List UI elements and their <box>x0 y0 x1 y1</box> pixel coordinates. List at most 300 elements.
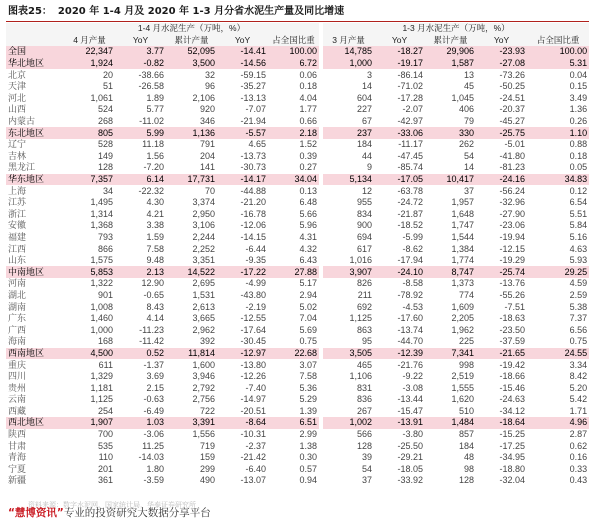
table-cell: 793 <box>97 231 113 242</box>
table-cell: -86.14 <box>397 69 424 80</box>
table-cell: -22.32 <box>138 185 164 196</box>
table-cell: 0.12 <box>569 185 588 196</box>
table-cell: 7.58 <box>299 371 318 382</box>
row-name: 河北 <box>8 92 27 103</box>
table-cell: 1,384 <box>451 243 475 254</box>
table-cell: -43.80 <box>240 289 266 300</box>
table-cell: 6.54 <box>569 197 588 208</box>
table-cell: 1,136 <box>166 127 217 139</box>
table-cell: 1.59 <box>146 231 164 242</box>
table-cell: -12.97 <box>217 348 268 360</box>
table-cell: 128 <box>97 162 113 173</box>
table-cell: -25.74 <box>476 266 527 278</box>
table-cell: 32 <box>204 69 215 80</box>
table-cell: 490 <box>199 475 215 486</box>
table-cell: -17.60 <box>397 313 424 324</box>
table-cell: 1,045 <box>451 92 475 103</box>
table-cell: -59.15 <box>240 69 266 80</box>
table-cell: 168 <box>97 336 113 347</box>
table-cell: 920 <box>199 104 215 115</box>
table-cell: 3.38 <box>146 220 164 231</box>
region-total-row <box>6 58 589 70</box>
table-cell: 1,002 <box>323 417 374 429</box>
table-cell: 3.07 <box>299 359 318 370</box>
table-cell: 2,613 <box>192 301 215 312</box>
province-row <box>6 255 589 267</box>
table-cell: -18.66 <box>499 371 526 382</box>
column-header: 4 月产量 <box>64 35 115 47</box>
row-name: 湖北 <box>8 289 27 300</box>
table-cell: -17.28 <box>397 92 424 103</box>
province-row <box>6 440 589 452</box>
table-cell: 3,505 <box>323 348 374 360</box>
table-cell: 7.37 <box>569 313 588 324</box>
corner-cell <box>6 23 64 35</box>
table-cell: 1,322 <box>90 278 113 289</box>
table-cell: 7,357 <box>64 174 115 186</box>
table-cell: 0.30 <box>299 452 318 463</box>
row-name: 华东地区 <box>6 174 64 186</box>
table-cell: 37 <box>464 185 475 196</box>
table-cell: 834 <box>357 208 373 219</box>
table-cell: 1.10 <box>527 127 589 139</box>
table-cell: 34.04 <box>268 174 319 186</box>
table-cell: 27.88 <box>268 266 319 278</box>
table-cell: 998 <box>459 359 475 370</box>
table-cell: 39 <box>362 452 373 463</box>
table-cell: 110 <box>98 452 113 463</box>
table-cell: 0.18 <box>569 150 588 161</box>
group-header-1-4: 1-4 月水泥生产（万吨，%） <box>64 23 319 35</box>
table-cell: 10,417 <box>425 174 476 186</box>
table-cell: -45.27 <box>499 116 526 127</box>
table-cell: 5.38 <box>569 301 588 312</box>
row-name: 中南地区 <box>6 266 64 278</box>
table-cell: 2,106 <box>192 92 215 103</box>
table-cell: -17.64 <box>240 324 266 335</box>
table-cell: -21.42 <box>240 452 266 463</box>
table-cell: -13.73 <box>240 150 266 161</box>
table-cell: 0.16 <box>569 452 588 463</box>
column-header: YoY <box>217 35 268 47</box>
table-cell: 465 <box>357 359 373 370</box>
table-cell: 5.31 <box>527 58 589 70</box>
table-cell: 4.63 <box>569 243 588 254</box>
table-cell: 1,600 <box>192 359 215 370</box>
watermark-footer <box>8 505 211 521</box>
column-header-row <box>6 35 589 47</box>
table-cell: -19.17 <box>374 58 425 70</box>
table-cell: -6.44 <box>245 243 266 254</box>
province-row <box>6 243 589 255</box>
table-cell: 2,950 <box>192 208 215 219</box>
table-cell: -47.45 <box>397 150 424 161</box>
table-cell: -17.05 <box>374 174 425 186</box>
row-name: 广东 <box>8 313 27 324</box>
province-row <box>6 139 589 151</box>
table-cell: 254 <box>97 405 113 416</box>
table-cell: 4.14 <box>146 313 164 324</box>
table-cell: 692 <box>357 301 373 312</box>
table-cell: 694 <box>357 231 373 242</box>
table-cell: 5.96 <box>299 220 318 231</box>
table-cell: 7.04 <box>299 313 318 324</box>
table-cell: 14,785 <box>323 46 374 58</box>
row-name: 贵州 <box>8 382 27 393</box>
table-cell: 611 <box>98 359 113 370</box>
table-cell: 863 <box>357 324 373 335</box>
region-total-row <box>6 266 589 278</box>
table-cell: -13.13 <box>240 92 266 103</box>
table-cell: 1,587 <box>425 58 476 70</box>
table-cell: 524 <box>97 104 113 115</box>
table-cell: -17.94 <box>397 255 424 266</box>
table-cell: 34.83 <box>527 174 589 186</box>
table-cell: -1.37 <box>143 359 164 370</box>
figure-title: 2020 年 1-4 月及 2020 年 1-3 月分省水泥生产量及同比增速 <box>57 6 345 17</box>
table-cell: 37 <box>362 475 373 486</box>
table-cell: 0.94 <box>299 475 318 486</box>
table-cell: 392 <box>199 336 215 347</box>
table-cell: 5.17 <box>299 278 318 289</box>
table-cell: 1,000 <box>90 324 113 335</box>
table-cell: 5.42 <box>569 394 588 405</box>
table-cell: 719 <box>199 440 215 451</box>
table-cell: -20.51 <box>240 405 266 416</box>
corner-cell <box>6 35 64 47</box>
table-cell: 96 <box>204 81 215 92</box>
brand-name: “慧博资讯” <box>8 507 64 519</box>
table-cell: -0.65 <box>143 289 164 300</box>
table-cell: 6.51 <box>268 417 319 429</box>
table-cell: 17,731 <box>166 174 217 186</box>
table-cell: 11.18 <box>142 139 164 150</box>
row-name: 宁夏 <box>8 463 27 474</box>
table-cell: 2.18 <box>268 127 319 139</box>
table-cell: -18.64 <box>476 417 527 429</box>
table-cell: 0.05 <box>569 162 588 173</box>
table-cell: 0.75 <box>569 336 588 347</box>
table-cell: -34.95 <box>499 452 526 463</box>
row-name: 重庆 <box>8 359 27 370</box>
table-cell: 29.25 <box>527 266 589 278</box>
table-cell: -13.76 <box>499 278 526 289</box>
table-cell: 5.77 <box>146 104 164 115</box>
table-cell: 791 <box>199 139 215 150</box>
table-cell: -12.26 <box>240 371 266 382</box>
table-cell: -12.39 <box>374 348 425 360</box>
table-cell: 1,957 <box>451 197 475 208</box>
table-cell: -5.01 <box>504 139 526 150</box>
table-cell: -33.92 <box>397 475 424 486</box>
table-cell: 0.88 <box>569 139 588 150</box>
table-cell: 4,500 <box>64 348 115 360</box>
table-cell: 831 <box>357 382 373 393</box>
table-cell: 2.59 <box>569 289 588 300</box>
table-cell: 2.99 <box>299 429 318 440</box>
table-cell: -23.93 <box>476 46 527 58</box>
table-cell: -30.73 <box>240 162 266 173</box>
table-cell: 5,134 <box>323 174 374 186</box>
table-cell: 3,106 <box>192 220 215 231</box>
table-cell: -5.99 <box>402 231 424 242</box>
table-cell: -7.40 <box>245 382 266 393</box>
column-header: 占全国比重 <box>527 35 589 47</box>
table-cell: 617 <box>357 243 373 254</box>
province-row <box>6 371 589 383</box>
table-cell: 5.36 <box>299 382 318 393</box>
table-cell: -14.15 <box>240 231 266 242</box>
table-cell: -17.22 <box>217 266 268 278</box>
footer-tagline: 专业的投资研究大数据分享平台 <box>63 507 211 519</box>
table-cell: -13.44 <box>397 394 424 405</box>
table-cell: 24.55 <box>527 348 589 360</box>
table-cell: -34.12 <box>499 405 526 416</box>
table-cell: -21.76 <box>397 359 424 370</box>
table-cell: 1,924 <box>64 58 115 70</box>
table-cell: 45 <box>464 81 475 92</box>
table-cell: -85.74 <box>397 162 424 173</box>
table-cell: 3,665 <box>192 313 215 324</box>
table-cell: -7.20 <box>143 162 164 173</box>
table-cell: -13.80 <box>240 359 266 370</box>
table-cell: -50.25 <box>499 81 526 92</box>
table-cell: -32.96 <box>499 197 526 208</box>
table-cell: -38.66 <box>138 69 164 80</box>
table-cell: 1,609 <box>451 301 475 312</box>
table-cell: 6.14 <box>115 174 166 186</box>
table-cell: 262 <box>459 139 475 150</box>
source-note: 资料来源：数字水泥网，国家统计局，华泰证券研究所 <box>28 501 196 509</box>
table-cell: 67 <box>362 116 373 127</box>
table-cell: 2,756 <box>192 394 215 405</box>
table-cell: 211 <box>357 289 373 300</box>
table-cell: -12.55 <box>240 313 266 324</box>
table-cell: 3,946 <box>192 371 215 382</box>
table-cell: 1.36 <box>569 104 588 115</box>
table-cell: 361 <box>97 475 113 486</box>
table-cell: -2.37 <box>245 440 266 451</box>
table-cell: -73.26 <box>499 69 526 80</box>
table-cell: 1,125 <box>349 313 373 324</box>
province-row <box>6 232 589 244</box>
table-cell: 1.38 <box>299 440 318 451</box>
table-cell: -21.20 <box>240 197 266 208</box>
table-cell: 9 <box>367 162 373 173</box>
table-cell: 5.69 <box>299 324 318 335</box>
table-cell: 184 <box>357 139 373 150</box>
table-cell: -27.08 <box>476 58 527 70</box>
column-header: 累计产量 <box>166 35 217 47</box>
table-cell: 48 <box>464 452 475 463</box>
table-cell: 5.84 <box>569 220 588 231</box>
region-total-row <box>6 127 589 139</box>
table-cell: -3.06 <box>143 429 164 440</box>
table-cell: 330 <box>425 127 476 139</box>
table-cell: 1.71 <box>569 405 588 416</box>
table-cell: 29,906 <box>425 46 476 58</box>
table-cell: -6.40 <box>245 463 266 474</box>
table-cell: -30.45 <box>240 336 266 347</box>
table-cell: 1,000 <box>323 58 374 70</box>
table-cell: 866 <box>97 243 113 254</box>
table-cell: -29.21 <box>397 452 424 463</box>
row-name: 甘肃 <box>8 440 27 451</box>
table-cell: 0.39 <box>299 150 318 161</box>
table-cell: 98 <box>464 463 475 474</box>
row-name: 西藏 <box>8 405 27 416</box>
table-cell: 225 <box>459 336 475 347</box>
table-cell: 2,792 <box>192 382 215 393</box>
table-cell: -14.41 <box>217 46 268 58</box>
group-header-row <box>6 23 589 35</box>
table-cell: -35.27 <box>240 81 266 92</box>
row-name: 福建 <box>8 231 27 242</box>
table-cell: 11.25 <box>142 440 164 451</box>
table-cell: -2.07 <box>402 104 424 115</box>
table-cell: -12.15 <box>499 243 526 254</box>
province-row <box>6 81 589 93</box>
table-cell: 0.52 <box>115 348 166 360</box>
table-cell: -21.65 <box>476 348 527 360</box>
table-cell: 5.29 <box>299 394 318 405</box>
table-cell: -18.27 <box>374 46 425 58</box>
table-cell: 8,747 <box>425 266 476 278</box>
table-cell: 3.34 <box>569 359 588 370</box>
row-name: 安徽 <box>8 220 27 231</box>
table-cell: -42.97 <box>397 116 424 127</box>
table-cell: 1.56 <box>146 150 164 161</box>
row-name: 天津 <box>8 81 27 92</box>
table-cell: 1,125 <box>90 394 113 405</box>
table-cell: 0.33 <box>569 463 588 474</box>
table-cell: 1,907 <box>64 417 115 429</box>
table-cell: 14 <box>362 81 373 92</box>
table-cell: 3,500 <box>166 58 217 70</box>
table-cell: 1,373 <box>451 278 475 289</box>
table-cell: -21.94 <box>240 116 266 127</box>
table-cell: 3,374 <box>192 197 215 208</box>
province-row <box>6 475 589 487</box>
table-cell: 13 <box>464 69 475 80</box>
row-name: 广西 <box>8 324 27 335</box>
table-cell: 2,962 <box>192 324 215 335</box>
table-cell: -78.92 <box>397 289 424 300</box>
table-cell: 1,106 <box>349 371 373 382</box>
cement-production-table <box>6 23 589 487</box>
table-cell: -19.94 <box>499 231 526 242</box>
province-row <box>6 336 589 348</box>
table-cell: 2.13 <box>115 266 166 278</box>
table-cell: 54 <box>464 150 475 161</box>
table-cell: 0.18 <box>299 81 318 92</box>
row-name: 全国 <box>6 46 64 58</box>
table-cell: 5.66 <box>299 208 318 219</box>
table-cell: 299 <box>199 463 215 474</box>
table-cell: 1,575 <box>90 255 113 266</box>
table-cell: 857 <box>459 429 475 440</box>
table-cell: 1,460 <box>90 313 113 324</box>
table-cell: 510 <box>459 405 475 416</box>
table-cell: 44 <box>362 150 373 161</box>
chart-title <box>8 4 344 20</box>
table-cell: 826 <box>357 278 373 289</box>
row-name: 新疆 <box>8 475 27 486</box>
table-cell: -11.42 <box>139 336 164 347</box>
column-header: YoY <box>115 35 166 47</box>
column-header: 3 月产量 <box>323 35 374 47</box>
table-cell: 2,252 <box>192 243 215 254</box>
table-cell: 406 <box>459 104 475 115</box>
table-cell: -55.26 <box>499 289 526 300</box>
table-cell: 79 <box>464 116 475 127</box>
row-name: 江西 <box>8 243 27 254</box>
row-name: 陕西 <box>8 429 27 440</box>
table-cell: -5.57 <box>217 127 268 139</box>
table-cell: -11.17 <box>398 139 424 150</box>
table-cell: -25.75 <box>476 127 527 139</box>
table-cell: 1,555 <box>451 382 475 393</box>
table-cell: 6.72 <box>268 58 319 70</box>
table-cell: -0.63 <box>143 394 164 405</box>
province-row <box>6 104 589 116</box>
table-cell: -27.90 <box>499 208 526 219</box>
table-cell: 5.16 <box>569 231 588 242</box>
table-cell: 237 <box>323 127 374 139</box>
table-cell: 0.26 <box>569 116 588 127</box>
province-row <box>6 209 589 221</box>
table-cell: 6.56 <box>569 324 588 335</box>
table-cell: 159 <box>199 452 215 463</box>
row-name: 西南地区 <box>6 348 64 360</box>
table-cell: -12.06 <box>240 220 266 231</box>
table-cell: 3,907 <box>323 266 374 278</box>
table-cell: 700 <box>97 429 113 440</box>
table-cell: 201 <box>97 463 113 474</box>
table-cell: -13.91 <box>374 417 425 429</box>
table-cell: 22.68 <box>268 348 319 360</box>
table-cell: -23.50 <box>499 324 526 335</box>
province-row <box>6 278 589 290</box>
row-name: 四川 <box>8 371 27 382</box>
table-cell: 9.48 <box>146 255 164 266</box>
table-cell: -13.07 <box>240 475 266 486</box>
table-cell: 14 <box>464 162 475 173</box>
table-cell: 51 <box>102 81 113 92</box>
column-header: YoY <box>374 35 425 47</box>
table-cell: -7.07 <box>245 104 266 115</box>
table-cell: -21.87 <box>397 208 424 219</box>
province-row <box>6 429 589 441</box>
table-cell: 70 <box>204 185 215 196</box>
row-name: 海南 <box>8 336 27 347</box>
table-cell: 5,853 <box>64 266 115 278</box>
table-cell: 955 <box>357 197 373 208</box>
table-cell: -11.02 <box>139 116 164 127</box>
table-cell: 0.13 <box>299 185 318 196</box>
table-cell: 52,095 <box>166 46 217 58</box>
table-cell: 4.04 <box>299 92 318 103</box>
row-name: 黑龙江 <box>8 162 36 173</box>
table-cell: 901 <box>97 289 113 300</box>
province-row <box>6 93 589 105</box>
table-cell: -8.62 <box>402 243 424 254</box>
table-cell: 566 <box>357 429 373 440</box>
table-cell: 141 <box>199 162 215 173</box>
table-cell: 128 <box>357 440 373 451</box>
table-cell: 900 <box>357 220 373 231</box>
table-cell: -14.03 <box>138 452 164 463</box>
